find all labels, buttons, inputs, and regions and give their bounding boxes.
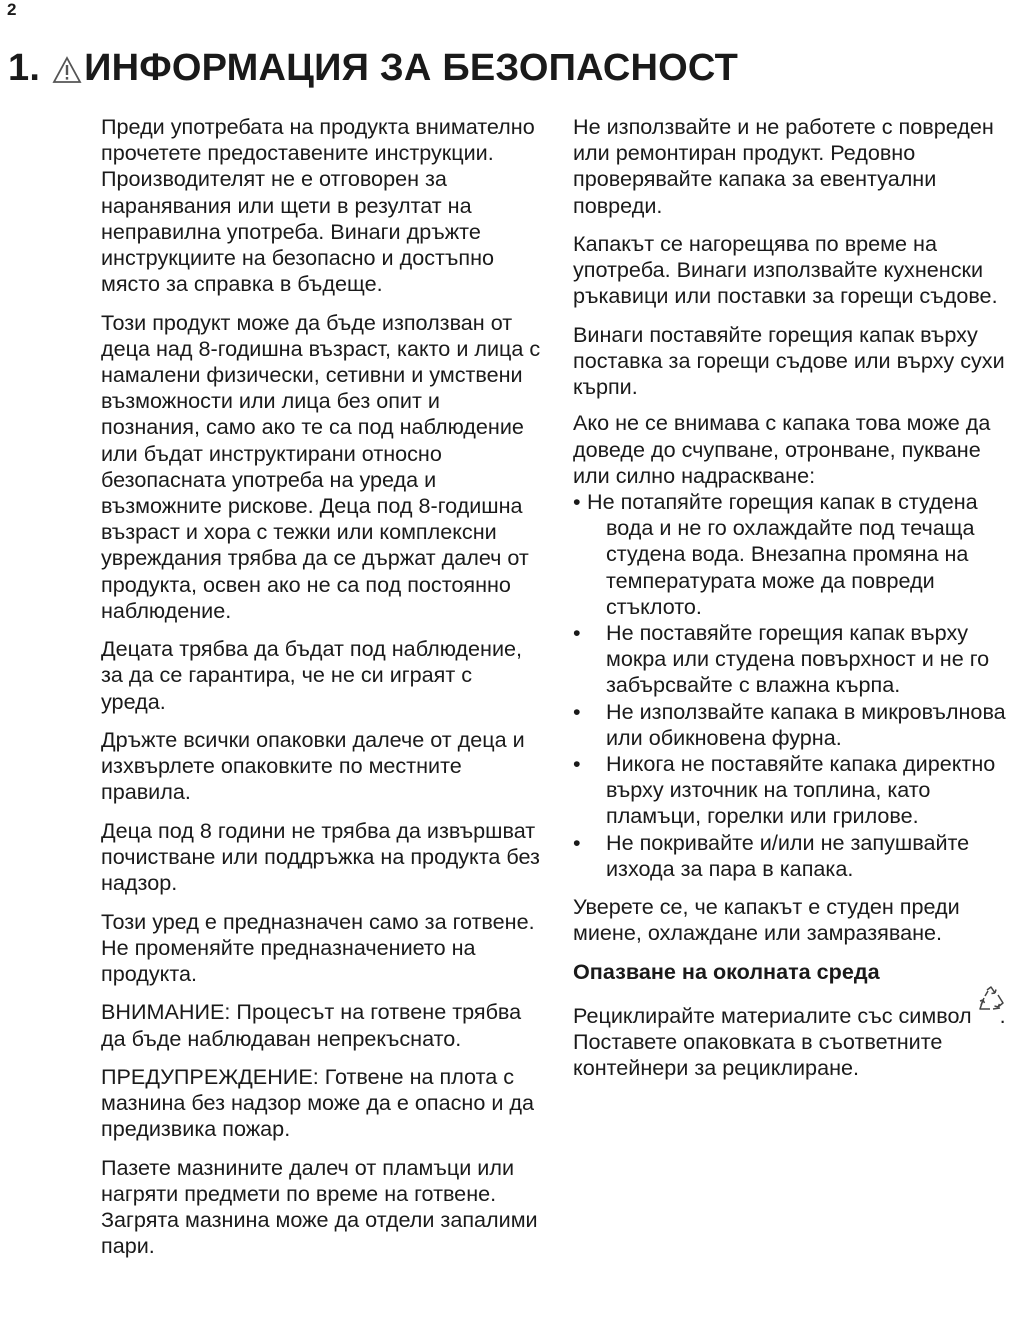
warning-triangle-icon <box>52 47 84 89</box>
right-column <box>573 114 1011 1094</box>
list-item: • Никога не поставяйте капака директно върху източник на топлина, като пламъци, горелки или грилове. <box>573 751 996 829</box>
paragraph-intended-use: Този уред е предназначен само за готвене. Не променяйте предназначението на продукта. <box>101 908 535 987</box>
paragraph-recycling: Рециклирайте материалите със символ . Поставете опаковката в съответните контейнери за рециклиране. <box>573 997 1011 1082</box>
paragraph-supervision: Децата трябва да бъдат под наблюдение, за да се гарантира, че не си играят с уреда. <box>101 636 523 714</box>
list-item: • Не поставяйте горещия капак върху мокра или студена повърхност и не го забърсвайте с влажна кърпа. <box>573 620 990 698</box>
paragraph-hot-lid-placement: Винаги поставяйте горещия капак върху поставка за горещи съдове или върху сухи кърпи. <box>573 321 1005 400</box>
section-number: 1. <box>8 47 41 89</box>
list-item: • Не потапяйте горещия капак в студена вода и не го охлаждайте под течаща студена вода. Внезапна промяна на температурата може да повреди стъклото. <box>573 489 978 619</box>
paragraph-warning: ПРЕДУПРЕЖДЕНИЕ: Готвене на плота с мазнина без надзор може да е опасно и да предизвика пожар. <box>101 1064 535 1142</box>
paragraph-lid-care: Ако не се внимава с капака това може да доведе до счупване, отронване, пукване или силно надраскване: <box>573 410 991 488</box>
paragraph-packaging: Дръжте всички опаковки далече от деца и изхвърлете опаковките по местните правила. <box>101 727 525 805</box>
paragraph-lid-hot: Капакът се нагорещява по време на употреба. Винаги използвайте кухненски ръкавици или поставки за горещи съдове. <box>573 231 998 309</box>
environment-heading: Опазване на околната среда <box>573 958 880 984</box>
paragraph-attention: ВНИМАНИЕ: Процесът на готвене трябва да бъде наблюдаван непрекъснато. <box>101 999 522 1051</box>
paragraph-cool-lid: Уверете се, че капакът е студен преди миене, охлаждане или замразяване. <box>573 894 960 946</box>
paragraph-children-usage: Този продукт може да бъде използван от деца над 8-годишна възраст, както и лица с намалени физически, сетивни и умствени възможности или лица без опит и познания, само ако те са под наблюдение или бъдат инструктирани относно безопасната употреба на уреда и възможните рискове. Деца под 8-годишна възраст и хора с тежки или комплексни увреждания трябва да се държат далеч от продукта, освен ако не са под постоянно наблюдение. <box>101 309 541 623</box>
section-title-text: ИНФОРМАЦИЯ ЗА БЕЗОПАСНОСТ <box>84 47 739 89</box>
paragraph-cleaning: Деца под 8 години не трябва да извършват почистване или поддръжка на продукта без надзор. <box>101 817 540 896</box>
list-item: • Не използвайте капака в микровълнова или обикновена фурна. <box>573 698 1006 750</box>
list-item: • Не покривайте и/или не запушвайте изхода за пара в капака. <box>573 829 970 881</box>
page-number: 2 <box>7 0 17 19</box>
paragraph-instructions: Преди употребата на продукта внимателно прочетете предоставените инструкции. Производителят не е отговорен за наранявания или щети в резултат на неправилна употреба. Винаги дръжте инструкциите на безопасно и достъпно място за справка в бъдеще. <box>101 114 535 297</box>
left-column <box>101 114 541 1272</box>
lid-care-list <box>573 489 1011 882</box>
section-title <box>8 44 738 92</box>
paragraph-damaged-product: Не използвайте и не работете с повреден или ремонтиран продукт. Редовно проверявайте капака за евентуални повреди. <box>573 114 994 218</box>
paragraph-fat-safety: Пазете мазнините далеч от пламъци или нагряти предмети по време на готвене. Загрята мазнина може да отдели запалими пари. <box>101 1154 538 1259</box>
